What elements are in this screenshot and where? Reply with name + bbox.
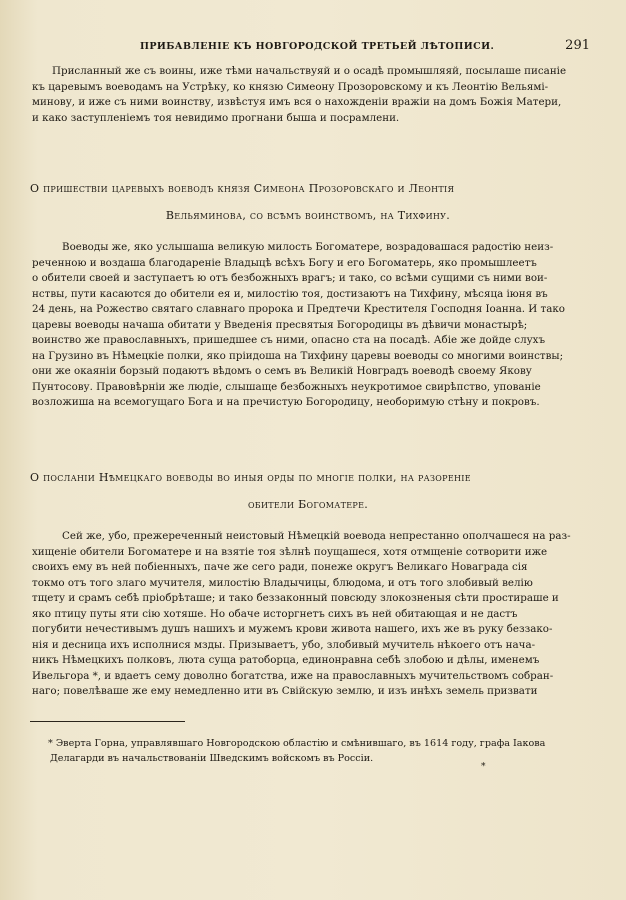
text-line: яко птицу путы яти сію хотяше. Но обаче исторгнетъ сихъ въ ней обитающая и не дастъ [32,607,518,620]
text-line: тщету и срамъ себѣ пріобрѣташе; и тако беззаконный повсюду злокозненыя сѣти простираше и [32,592,559,604]
text-line: о обители своей и заступаетъ ю отъ безбожныхъ врагъ; и тако, со всѣми сущими съ ними вои- [32,272,548,284]
heading-line: Вельяминова, со всѣмъ воинствомъ, на Тихфину. [165,209,451,222]
page-number: 291 [565,38,590,53]
text-line: нія и десница ихъ исполнися мзды. Призываетъ, убо, злобивый мучитель нѣкоего отъ нача- [32,638,536,651]
text-line: Присланный же съ воины, иже тѣми начальствуяй и о осадѣ промышляяй, посылаше писаніе [52,65,567,77]
heading-line: О пришествіи царевыхъ воеводъ князя Симеона Прозоровскаго и Леонтія [30,182,455,195]
text-line: Пунтосову. Правовѣрніи же людіе, слышаще безбожныхъ неукротимое свирѣпство, упованіе [32,380,541,393]
paragraph-intro [32,64,584,126]
running-title: ПРИБАВЛЕНІЕ КЪ НОВГОРОДСКОЙ ТРЕТЬЕЙ ЛѢТОПИСИ. [140,41,495,52]
text-line: къ царевымъ воеводамъ на Устрѣку, ко князю Симеону Прозоровскому и къ Леонтію Вельямі- [32,80,549,93]
running-head [120,38,590,53]
paragraph-voevody [32,240,584,411]
text-line: Сей же, убо, прежереченный неистовый Нѣмецкій воевода непрестанно ополчашеся на раз- [62,530,571,542]
text-line: и како заступленіемъ тоя невидимо прогнани быша и посрамлени. [32,111,400,124]
text-line: хищеніе обители Богоматере и на взятіе тоя зѣлнѣ поущашеся, хотя отмщеніе сотворити иже [32,545,548,558]
footnote-line: Делагарди въ начальствованіи Шведскимъ войскомъ въ Россіи. [50,753,374,764]
text-line: никъ Нѣмецкихъ полковъ, люта суща ратоборца, единонравна себѣ злобою и дѣлы, именемъ [32,654,540,666]
text-line: своихъ ему въ ней побіенныхъ, паче же сего ради, понеже округъ Великаго Новаграда сія [32,561,528,573]
text-line: токмо отъ того злаго мучителя, милостію Владычицы, блюдома, и отъ того злобивый велію [32,576,533,589]
paragraph-poslanie [32,529,584,700]
footnote [48,736,548,766]
text-line: царевы воеводы начаша обитати у Введенія пресвятыя Богородицы въ дѣвичи монастырѣ; [32,318,528,331]
asterisk-mark: * [481,762,486,772]
footnote-line: * Эверта Горна, управлявшаго Новгородскою областію и смѣнившаго, въ 1614 году, графа Іакова [48,738,546,749]
heading-line: обители Богоматере. [247,498,369,511]
text-line: 24 день, на Рожество святаго славнаго пророка и Предтечи Крестителя Господня Іоанна. И тако [32,303,566,315]
text-line: возложиша на всемогущаго Бога и на пречистую Богородицу, необоримую стѣну и покровъ. [32,396,540,408]
text-line: они же окаяніи борзый подаютъ вѣдомъ о семъ въ Великій Новградъ воеводѣ своему Якову [32,365,532,377]
footnote-divider [30,721,185,722]
text-line: Ивельгора *, и вдаетъ сему доволно богатства, иже на православныхъ мучительствомъ собран- [32,669,554,682]
text-line: на Грузино въ Нѣмецкіе полки, яко пріидоша на Тихфину царевы воеводы со многими воинствы; [32,349,564,362]
text-line: Воеводы же, яко услышаша великую милость Богоматере, возрадовашася радостію неиз- [62,241,554,253]
text-line: нствы, пути касаются до обители ея и, милостію тоя, достизаютъ на Тихфину, мѣсяца іюня въ [32,287,548,300]
text-line: наго; повелѣваше же ему немедленно ити въ Свійскую землю, и изъ инѣхъ земель призвати [32,685,538,697]
text-line: погубити нечестивымъ душъ нашихъ и мужемъ крови живота нашего, ихъ же въ руку беззако- [32,623,553,635]
section-heading [30,175,586,229]
text-line: реченною и воздаша благодареніе Владыцѣ всѣхъ Богу и его Богоматерь, яко промышлеетъ [32,256,537,269]
heading-line: О посланіи Нѣмецкаго воеводы во иныя орды по многіе полки, на разореніе [30,471,471,484]
text-line: воинство же православныхъ, пришедшее съ ними, опасно ста на посадѣ. Абіе же дойде слухъ [32,334,546,346]
section-heading [30,464,586,518]
text-line: минову, и иже съ ними воинству, извѣстуя имъ вся о нахожденіи вражіи на домъ Божія Матери, [32,96,562,108]
